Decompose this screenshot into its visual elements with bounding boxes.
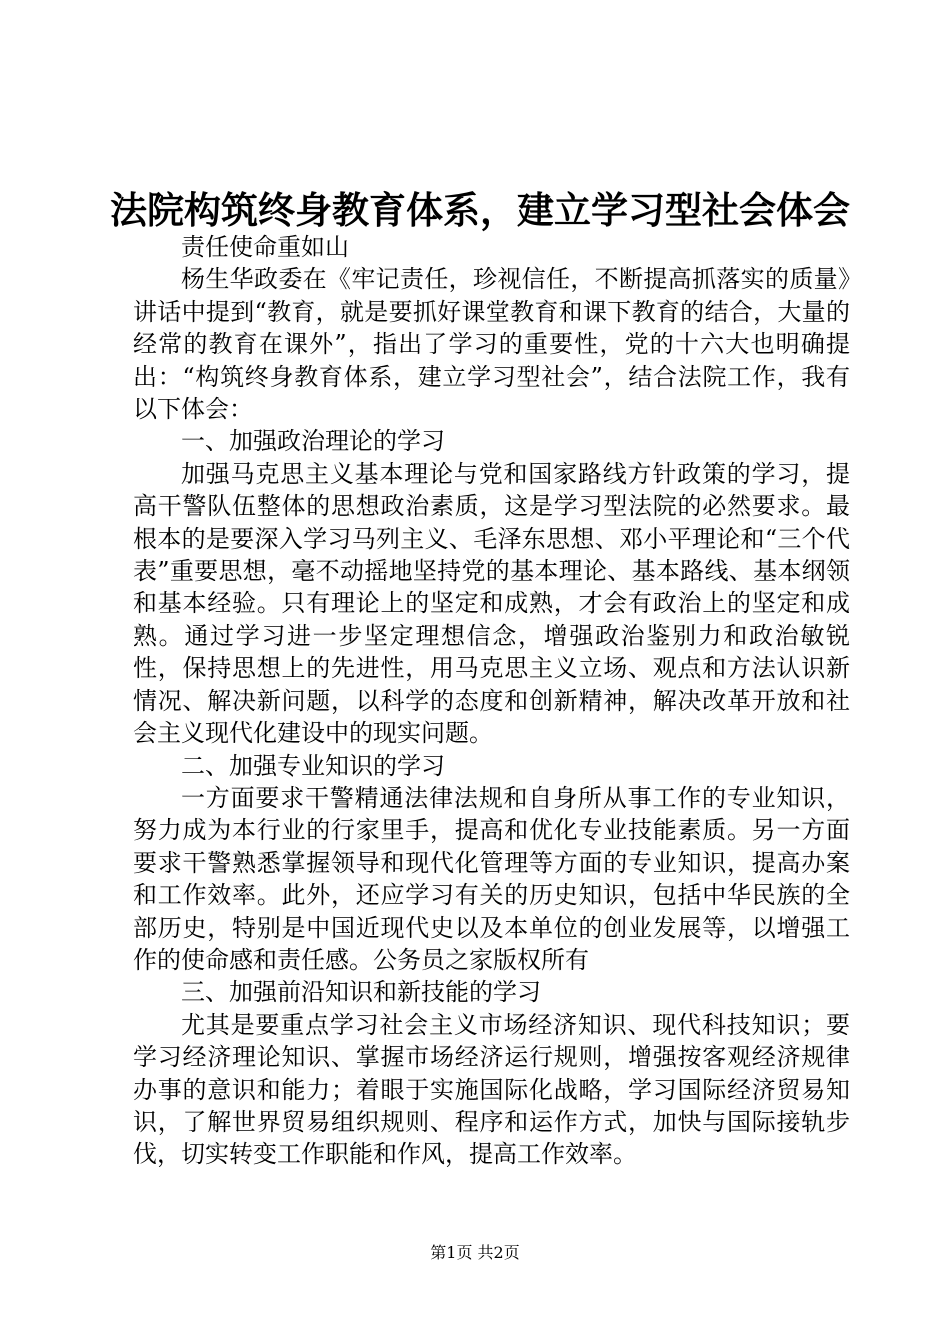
section-paragraph-1: 加强马克思主义基本理论与党和国家路线方针政策的学习，提高干警队伍整体的思想政治素质，这是学习型法院的必然要求。最根本的是要深入学习马列主义、毛泽东思想、邓小平理论和“三个代表”重要思想，毫不动摇地坚持党的基本理论、基本路线、基本纲领和基本经验。只有理论上的坚定和成熟，才会有政治上的坚定和成熟。通过学习进一步坚定理想信念，增强政治鉴别力和政治敏锐性，保持思想上的先进性，用马克思主义立场、观点和方法认识新情况、解决新问题，以科学的态度和创新精神，解决改革开放和社会主义现代化建设中的现实问题。	[133, 459, 850, 748]
section-paragraph-3: 尤其是要重点学习社会主义市场经济知识、现代科技知识；要学习经济理论知识、掌握市场经济运行规则，增强按客观经济规律办事的意识和能力；着眼于实施国际化战略，学习国际经济贸易知识，了解世界贸易组织规则、程序和运作方式，加快与国际接轨步伐，切实转变工作职能和作风，提高工作效率。	[133, 1010, 850, 1169]
section-paragraph-2: 一方面要求干警精通法律法规和自身所从事工作的专业知识，努力成为本行业的行家里手，提高和优化专业技能素质。另一方面要求干警熟悉掌握领导和现代化管理等方面的专业知识，提高办案和工作效率。此外，还应学习有关的历史知识，包括中华民族的全部历史，特别是中国近现代史以及本单位的创业发展等，以增强工作的使命感和责任感。公务员之家版权所有	[133, 783, 850, 974]
intro-paragraph: 杨生华政委在《牢记责任，珍视信任，不断提高抓落实的质量》讲话中提到“教育，就是要抓好课堂教育和课下教育的结合，大量的经常的教育在课外”，指出了学习的重要性，党的十六大也明确提出：“构筑终身教育体系，建立学习型社会”，结合法院工作，我有以下体会：	[133, 265, 850, 424]
document-title: 法院构筑终身教育体系，建立学习型社会体会	[110, 188, 850, 232]
section-subtitle: 责任使命重如山	[181, 233, 349, 261]
section-heading-1: 一、加强政治理论的学习	[181, 427, 445, 456]
document-body	[133, 231, 850, 1171]
section-heading-2: 二、加强专业知识的学习	[181, 751, 445, 780]
section-heading-3: 三、加强前沿知识和新技能的学习	[181, 978, 541, 1007]
page-number-footer: 第1页 共2页	[430, 1243, 520, 1262]
